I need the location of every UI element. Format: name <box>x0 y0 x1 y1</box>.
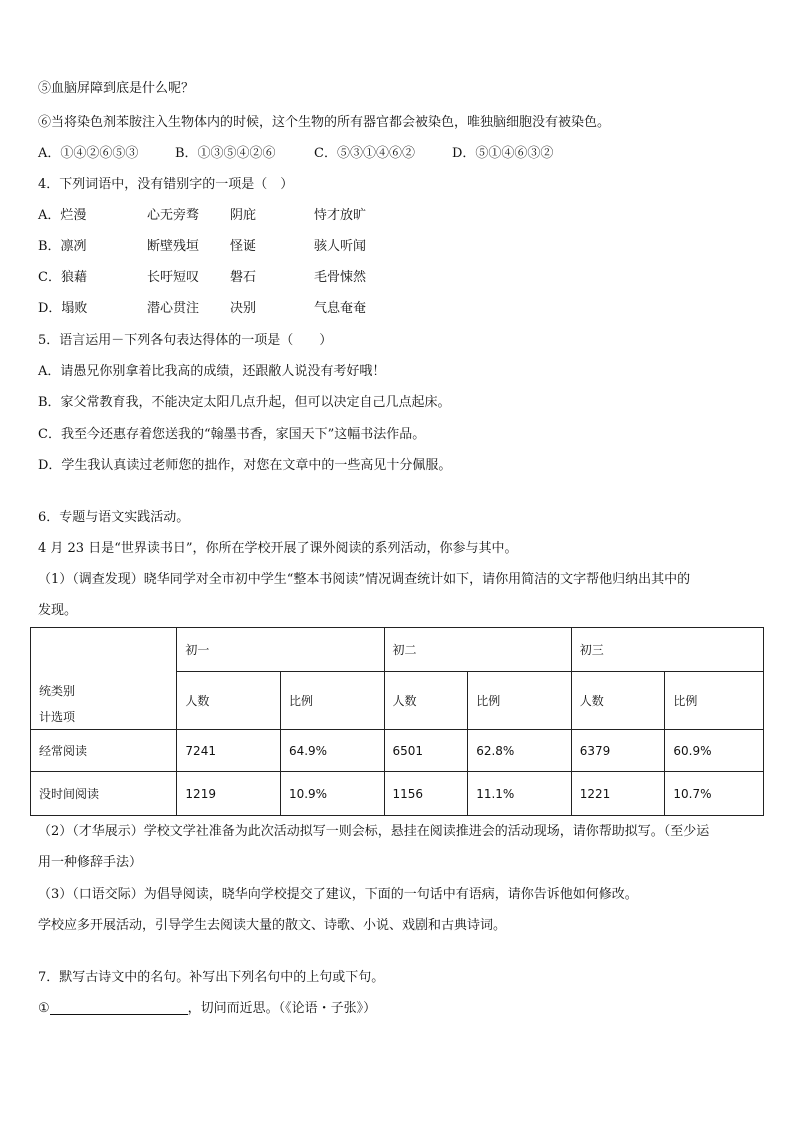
subheader-people: 人数 <box>384 672 468 730</box>
corner-label-top: 统类别 <box>39 684 76 698</box>
q4-option-letter: A．烂漫 <box>38 208 87 223</box>
table-cell: 1221 <box>571 772 665 816</box>
subheader-people: 人数 <box>571 672 665 730</box>
q6-part2-line2: 用一种修辞手法） <box>38 855 143 870</box>
table-cell: 60.9% <box>665 730 764 772</box>
row-label: 经常阅读 <box>31 730 177 772</box>
q6-part3-line2: 学校应多开展活动，引导学生去阅读大量的散文、诗歌、小说、戏剧和古典诗词。 <box>38 918 507 933</box>
table-cell: 10.9% <box>280 772 384 816</box>
table-row <box>31 772 764 816</box>
grade-header: 初一 <box>177 628 384 672</box>
q6-stem: 6．专题与语文实践活动。 <box>38 510 190 525</box>
q3-option-c: C．⑤③①④⑥② <box>314 146 415 161</box>
corner-label-bottom: 计选项 <box>39 710 76 724</box>
q4-option-letter: B．凛冽 <box>38 239 87 254</box>
table-cell: 6379 <box>571 730 665 772</box>
subheader-ratio: 比例 <box>280 672 384 730</box>
q4-option-word: 决别 <box>230 301 257 316</box>
q4-option-word: 断壁残垣 <box>147 239 200 254</box>
q4-option-letter: C．狼藉 <box>38 270 87 285</box>
q6-part3-line1: （3）（口语交际）为倡导阅读，晓华向学校提交了建议，下面的一句话中有语病，请你告诉他如何修改。 <box>38 887 638 902</box>
q3-item-6: ⑥当将染色剂苯胺注入生物体内的时候，这个生物的所有器官都会被染色，唯独脑细胞没有被染色。 <box>38 115 611 130</box>
q6-intro: 4 月 23 日是“世界读书日”，你所在学校开展了课外阅读的系列活动，你参与其中。 <box>38 541 518 556</box>
q4-stem: 4．下列词语中，没有错别字的一项是（ ） <box>38 177 294 192</box>
q5-option-a: A．请愚兄你别拿着比我高的成绩，还跟敝人说没有考好哦！ <box>38 364 386 379</box>
table-row <box>31 730 764 772</box>
q4-option-word: 心无旁骛 <box>147 208 200 223</box>
table-cell: 62.8% <box>468 730 572 772</box>
subheader-ratio: 比例 <box>468 672 572 730</box>
q5-option-c: C．我至今还惠存着您送我的“翰墨书香，家国天下”这幅书法作品。 <box>38 427 426 442</box>
q5-stem: 5．语言运用－下列各句表达得体的一项是（ ） <box>38 333 333 348</box>
q7-item-1 <box>38 1000 376 1018</box>
q3-option-a: A．①④②⑥⑤③ <box>38 146 139 161</box>
q6-part2-line1: （2）（才华展示）学校文学社准备为此次活动拟写一则会标，悬挂在阅读推进会的活动现场，请你帮助拟写。（至少运 <box>38 824 710 839</box>
q5-option-b: B．家父常教育我，不能决定太阳几点升起，但可以决定自己几点起床。 <box>38 395 451 410</box>
q4-option-word: 磐石 <box>230 270 257 285</box>
q4-option-word: 长吁短叹 <box>147 270 200 285</box>
q4-option-word: 怪诞 <box>230 239 257 254</box>
q7-item-number: ① <box>38 1001 50 1016</box>
table-cell: 10.7% <box>665 772 764 816</box>
q4-option-word: 阴庇 <box>230 208 257 223</box>
table-cell: 1156 <box>384 772 468 816</box>
table-cell: 64.9% <box>280 730 384 772</box>
row-label: 没时间阅读 <box>31 772 177 816</box>
subheader-people: 人数 <box>177 672 281 730</box>
grade-header: 初二 <box>384 628 571 672</box>
q7-item-text: ，切问而近思。（《论语・子张》） <box>187 1001 377 1016</box>
subheader-ratio: 比例 <box>665 672 764 730</box>
q3-option-d: D．⑤①④⑥③② <box>452 146 554 161</box>
q4-option-word: 骇人听闻 <box>314 239 367 254</box>
grade-header: 初三 <box>571 628 763 672</box>
q5-option-d: D．学生我认真读过老师您的拙作，对您在文章中的一些高见十分佩服。 <box>38 458 452 473</box>
q4-option-word: 潜心贯注 <box>147 301 200 316</box>
table-corner-cell <box>31 628 177 730</box>
q4-option-word: 毛骨悚然 <box>314 270 367 285</box>
survey-table <box>30 627 764 816</box>
q3-item-5: ⑤血脑屏障到底是什么呢？ <box>38 81 195 96</box>
answer-blank[interactable] <box>50 1000 188 1015</box>
table-cell: 7241 <box>177 730 281 772</box>
q4-option-letter: D．塌败 <box>38 301 88 316</box>
q3-option-b: B．①③⑤④②⑥ <box>175 146 276 161</box>
table-cell: 1219 <box>177 772 281 816</box>
q4-option-word: 恃才放旷 <box>314 208 367 223</box>
table-cell: 6501 <box>384 730 468 772</box>
q7-stem: 7．默写古诗文中的名句。补写出下列名句中的上句或下句。 <box>38 970 385 985</box>
q6-part1-line2: 发现。 <box>38 603 78 618</box>
q6-part1-line1: （1）（调查发现）晓华同学对全市初中学生“整本书阅读”情况调查统计如下，请你用简洁的文字帮他归纳出其中的 <box>38 572 691 587</box>
table-header-row <box>31 628 764 672</box>
table-cell: 11.1% <box>468 772 572 816</box>
q4-option-word: 气息奄奄 <box>314 301 367 316</box>
